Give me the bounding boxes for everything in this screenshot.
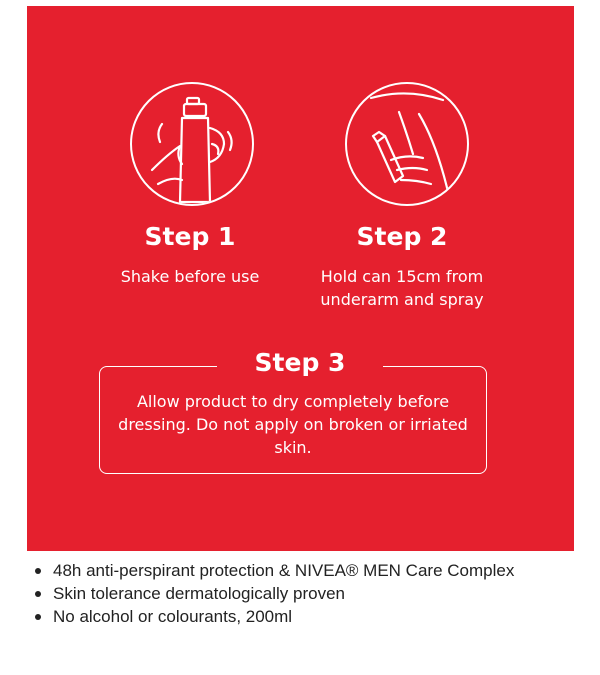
bullet-icon: [35, 591, 41, 597]
step-1-title: Step 1: [144, 222, 236, 251]
feature-text: No alcohol or colourants, 200ml: [53, 607, 293, 626]
spray-underarm-icon: [345, 82, 469, 206]
feature-item: [33, 582, 573, 605]
feature-item: [33, 605, 573, 628]
instructions-panel: [27, 6, 574, 551]
feature-item: [33, 559, 573, 582]
step-2-text: Hold can 15cm from underarm and spray: [320, 267, 484, 309]
step-2-title: Step 2: [356, 222, 448, 251]
feature-text: 48h anti-perspirant protection & NIVEA® MEN Care Complex: [53, 561, 515, 580]
shake-can-icon: [130, 82, 254, 206]
bullet-icon: [35, 568, 41, 574]
feature-text: Skin tolerance dermatologically proven: [53, 584, 345, 603]
feature-list: [33, 559, 573, 628]
step-1-text: Shake before use: [120, 267, 260, 286]
step-3-title: Step 3: [217, 343, 383, 383]
step-3-text: Allow product to dry completely before dressing. Do not apply on broken or irriated skin.: [118, 392, 468, 457]
bullet-icon: [35, 614, 41, 620]
